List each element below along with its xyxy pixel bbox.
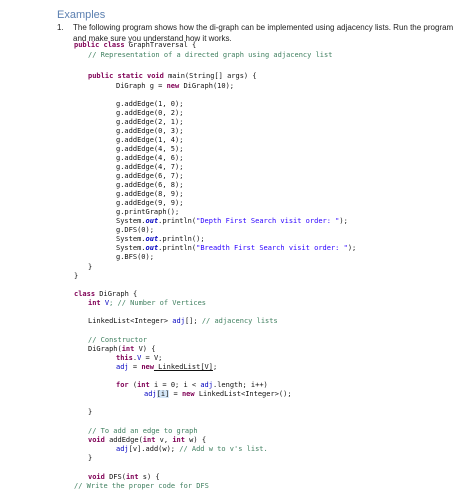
code-text: i = 0; i < xyxy=(149,381,201,389)
code-keyword: public class xyxy=(74,41,125,49)
code-comment-text: // Constructor xyxy=(88,336,148,344)
code-line: g.addEdge(4, 7); xyxy=(116,163,184,171)
code-text: v, xyxy=(155,436,173,444)
code-text: GraphTraversal { xyxy=(124,41,197,49)
code-text: . xyxy=(132,354,138,362)
code-text: DiGraph( xyxy=(88,345,122,353)
code-field: out xyxy=(145,244,159,252)
code-highlight: [i] xyxy=(156,390,170,398)
code-field: V xyxy=(137,354,142,362)
code-line xyxy=(116,217,348,226)
code-text: .length; i++) xyxy=(212,381,268,389)
code-comment-text: // Write the proper code for DFS xyxy=(74,482,209,490)
code-comment-text: // Representation of a directed graph using adjacency list xyxy=(88,51,333,59)
code-text: DiGraph(10); xyxy=(179,82,235,90)
code-comment xyxy=(88,427,198,436)
code-text: ); xyxy=(347,244,357,252)
code-text: DFS( xyxy=(104,473,126,481)
code-line: g.addEdge(9, 9); xyxy=(116,199,184,207)
code-string: "Breadth First Search visit order: " xyxy=(196,244,348,252)
code-keyword: int xyxy=(172,436,185,444)
code-field: adj xyxy=(144,390,157,398)
code-keyword: int xyxy=(125,473,139,481)
code-line: } xyxy=(88,454,93,462)
code-line: g.addEdge(8, 9); xyxy=(116,190,184,198)
code-line: g.addEdge(6, 8); xyxy=(116,181,184,189)
code-line xyxy=(116,235,205,244)
code-field: out xyxy=(145,217,159,225)
code-text: DiGraph g = xyxy=(116,82,167,90)
code-keyword: public static void xyxy=(88,72,164,80)
code-line: g.addEdge(0, 3); xyxy=(116,127,184,135)
code-line xyxy=(116,82,234,91)
code-line xyxy=(88,345,155,354)
code-line: g.addEdge(1, 4); xyxy=(116,136,184,144)
code-text: = xyxy=(128,363,142,371)
code-text: s) { xyxy=(138,473,160,481)
code-field: adj xyxy=(200,381,213,389)
code-line xyxy=(88,72,257,81)
code-line xyxy=(88,436,206,445)
code-line: g.addEdge(2, 1); xyxy=(116,118,184,126)
code-keyword: new xyxy=(166,82,180,90)
code-text: System. xyxy=(116,244,146,252)
code-line: g.addEdge(1, 0); xyxy=(116,100,184,108)
code-warning-text: LinkedList[V] xyxy=(153,363,213,371)
code-line: g.BFS(0); xyxy=(116,253,154,261)
code-line xyxy=(116,244,356,253)
code-text: addEdge( xyxy=(104,436,143,444)
code-line xyxy=(116,445,268,454)
code-keyword: int xyxy=(137,381,150,389)
code-text: LinkedList<Integer>(); xyxy=(194,390,292,398)
code-comment xyxy=(88,51,332,60)
code-text: V) { xyxy=(134,345,156,353)
code-string: "Depth First Search visit order: " xyxy=(196,217,340,225)
code-line: g.DFS(0); xyxy=(116,226,154,234)
code-text: LinkedList<Integer> xyxy=(88,317,173,325)
code-line: g.addEdge(6, 7); xyxy=(116,172,184,180)
code-line: g.addEdge(4, 6); xyxy=(116,154,184,162)
code-keyword: this xyxy=(116,354,133,362)
code-keyword: for xyxy=(116,381,129,389)
code-field: out xyxy=(145,235,159,243)
code-comment xyxy=(74,482,209,491)
code-text: [v].add(w); xyxy=(128,445,180,453)
code-line xyxy=(88,317,278,326)
code-keyword: new xyxy=(141,363,154,371)
code-line xyxy=(74,290,137,299)
code-comment xyxy=(88,336,147,345)
code-line: g.addEdge(4, 5); xyxy=(116,145,184,153)
item-number: 1. xyxy=(57,23,64,32)
code-text: ; xyxy=(212,363,218,371)
code-line xyxy=(144,390,292,399)
code-text: w) { xyxy=(184,436,207,444)
code-text: = V; xyxy=(141,354,163,362)
code-keyword: new xyxy=(181,390,195,398)
code-text: = xyxy=(169,390,182,398)
code-line: g.printGraph(); xyxy=(116,208,180,216)
code-line: } xyxy=(74,272,79,280)
code-keyword: class xyxy=(74,290,96,298)
code-text: .println(); xyxy=(158,235,205,243)
code-line xyxy=(116,381,268,390)
code-keyword: int xyxy=(88,299,101,307)
code-keyword: void xyxy=(88,473,105,481)
code-keyword: void xyxy=(88,436,105,444)
item-text: The following program shows how the di-graph can be implemented using adjacency lists. Run the program and make sure you understand how it works. xyxy=(73,23,454,43)
code-comment-text: // To add an edge to graph xyxy=(88,427,198,435)
code-line xyxy=(88,299,206,308)
code-block xyxy=(74,41,470,493)
code-text: main(String[] args) { xyxy=(163,72,257,80)
section-heading: Examples xyxy=(57,9,106,21)
code-line: g.addEdge(0, 2); xyxy=(116,109,184,117)
code-keyword: int xyxy=(142,436,156,444)
code-line: } xyxy=(88,263,93,271)
code-text: ); xyxy=(339,217,348,225)
code-comment-text: // adjacency lists xyxy=(201,317,278,325)
code-keyword: int xyxy=(121,345,135,353)
code-field: V xyxy=(100,299,110,307)
code-field: adj xyxy=(116,363,129,371)
code-comment-text: // Add w to v's list. xyxy=(179,445,268,453)
code-text: System. xyxy=(116,217,146,225)
code-line: } xyxy=(88,408,93,416)
code-text: .println( xyxy=(158,244,197,252)
code-text: []; xyxy=(184,317,202,325)
code-text: ( xyxy=(128,381,138,389)
code-text: .println( xyxy=(158,217,197,225)
code-line xyxy=(88,473,160,482)
code-field: adj xyxy=(116,445,129,453)
code-text: System. xyxy=(116,235,146,243)
code-line xyxy=(116,354,162,363)
code-comment-text: ; // Number of Vertices xyxy=(109,299,207,307)
code-line xyxy=(116,363,217,372)
code-line xyxy=(74,41,196,50)
code-text: DiGraph { xyxy=(95,290,138,298)
code-field: adj xyxy=(172,317,185,325)
